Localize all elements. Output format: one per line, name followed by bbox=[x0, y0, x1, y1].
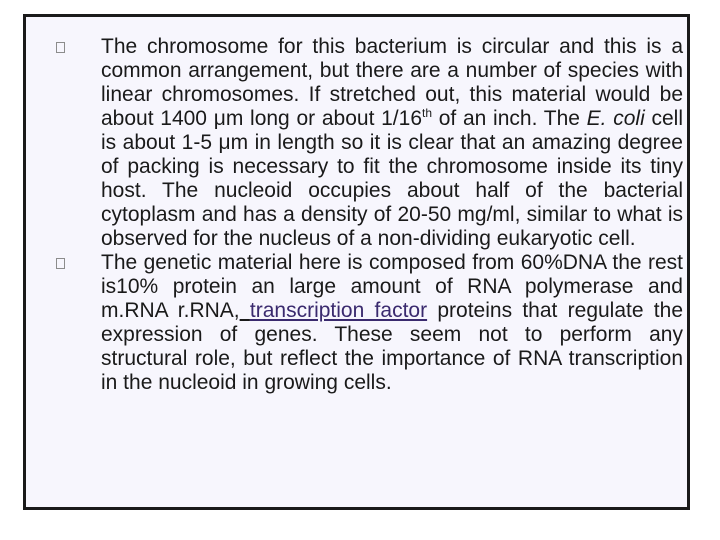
bullet-text: The chromosome for this bacterium is circular and this is a common arrangement, but there are a number of species with linear chromosomes. If stretched out, this material would be about 1400 μm long or about 1/16 bbox=[101, 35, 683, 130]
transcription-factor-link[interactable]: transcription factor bbox=[249, 299, 428, 322]
bullet-item-chromosome bbox=[54, 35, 683, 251]
slide-body bbox=[54, 35, 683, 395]
species-name: E. coli bbox=[586, 107, 645, 130]
bullet-square-icon bbox=[56, 258, 65, 269]
ordinal-superscript: th bbox=[422, 106, 433, 120]
bullet-text: proteins that regulate the expression of genes. These seem not to perform any structural role, but reflect the importance of RNA transcription in the nucleoid in growing cells. bbox=[101, 299, 683, 394]
bullet-text: of an inch. The bbox=[432, 107, 587, 130]
bullet-text: The genetic material here is composed from 60%DNA the rest is10% protein an large amount of RNA polymerase and m.RNA r.RNA, bbox=[101, 251, 683, 322]
underlined-space bbox=[240, 299, 250, 322]
bullet-text: cell is about 1-5 μm in length so it is clear that an amazing degree of packing is necessary to fit the chromosome inside its tiny host. The nucleoid occupies about half of the bacterial cytoplasm and has a density of 20-50 mg/ml, similar to what is observed for the nucleus of a non-dividing eukaryotic cell. bbox=[101, 107, 683, 250]
slide-frame bbox=[23, 14, 690, 510]
bullet-square-icon bbox=[56, 42, 65, 53]
bullet-item-genetic-material bbox=[54, 251, 683, 395]
